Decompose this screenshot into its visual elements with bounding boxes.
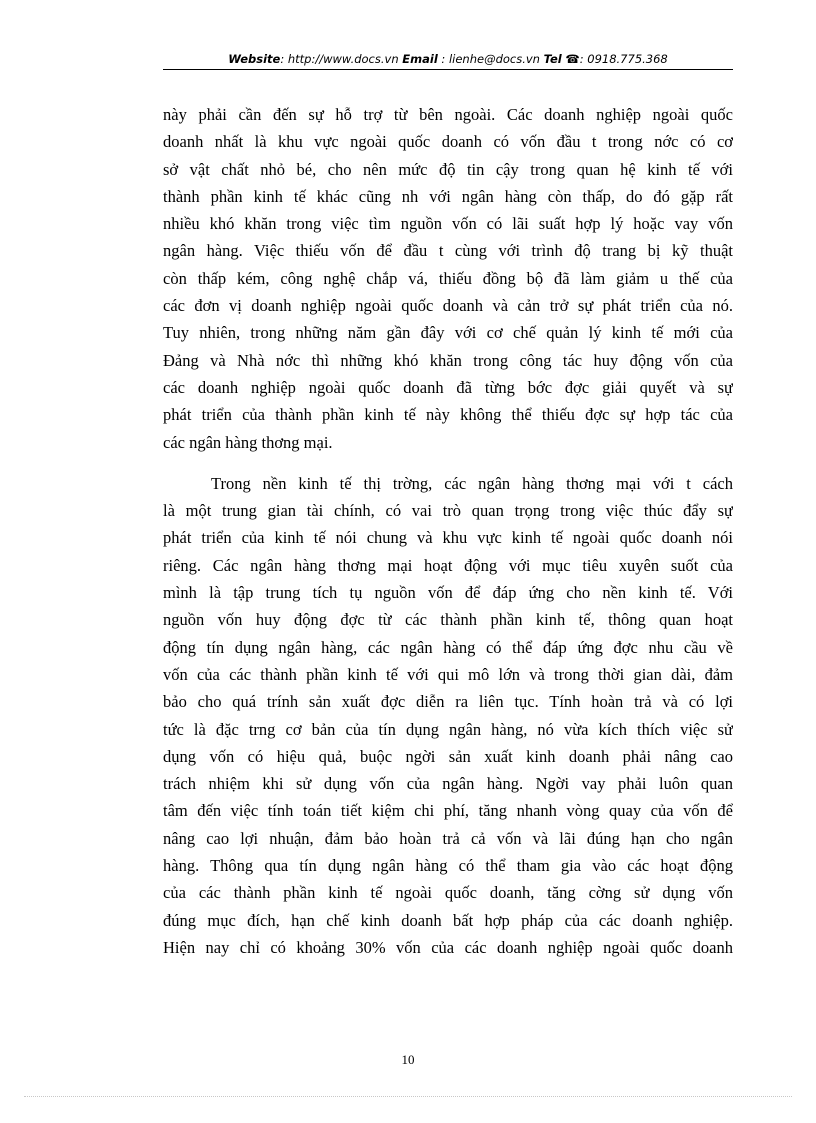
- paragraph: [163, 101, 733, 456]
- text-line: vốn của các thành phần kinh tế với qui mô lớn và trong thời gian dài, đảm: [163, 664, 733, 684]
- text-line: trách nhiệm khi sử dụng vốn của ngân hàng. Ngời vay phải luôn quan: [163, 774, 733, 794]
- text-line: Đảng và Nhà nớc thì những khó khăn trong công tác huy động vốn của: [163, 350, 733, 370]
- text-line: nhiều khó khăn trong việc tìm nguồn vốn có lãi suất hợp lý hoặc vay vốn: [163, 214, 733, 234]
- text-line: phát triển của thành phần kinh tế này không thể thiếu đợc sự hợp tác của: [163, 405, 733, 425]
- text-line: tâm đến việc tính toán tiết kiệm chi phí, tăng nhanh vòng quay của vốn để: [163, 801, 733, 821]
- website-label: Website: [228, 52, 281, 66]
- paragraph-gap: [163, 456, 733, 470]
- document-body: [163, 101, 733, 961]
- text-line: mình là tập trung tích tụ nguồn vốn để đáp ứng cho nền kinh tế. Với: [163, 583, 733, 603]
- text-line: các doanh nghiệp ngoài quốc doanh đã từng bớc đợc giải quyết và sự: [163, 377, 733, 397]
- text-line: dụng vốn có hiệu quả, buộc ngời sản xuất kinh doanh phải nâng cao: [163, 746, 733, 766]
- header-rule: [163, 69, 733, 70]
- text-line: ngân hàng. Việc thiếu vốn để đầu t cùng với trình độ trang bị kỹ thuật: [163, 241, 733, 261]
- text-line: Tuy nhiên, trong những năm gần đây với cơ chế quản lý kinh tế mới của: [163, 323, 733, 343]
- tel-value: : 0918.775.368: [579, 52, 668, 66]
- text-line: doanh nhất là khu vực ngoài quốc doanh có vốn đầu t trong nớc có cơ: [163, 132, 733, 152]
- text-line: đúng mục đích, hạn chế kinh doanh bất hợp pháp của các doanh nghiệp.: [163, 910, 733, 930]
- email-label: Email: [402, 52, 438, 66]
- text-line: là một trung gian tài chính, có vai trò quan trọng trong việc thúc đẩy sự: [163, 501, 733, 521]
- text-line: các ngân hàng thơng mại.: [163, 432, 333, 452]
- text-line: phát triển của kinh tế nói chung và khu vực kinh tế ngoài quốc doanh nói: [163, 528, 733, 548]
- email-value: : lienhe@docs.vn: [441, 52, 540, 66]
- website-value: : http://www.docs.vn: [280, 52, 399, 66]
- page-number: 10: [401, 1052, 415, 1067]
- text-line: các đơn vị doanh nghiệp ngoài quốc doanh và cản trở sự phát triển của nó.: [163, 296, 733, 316]
- text-line: Hiện nay chỉ có khoảng 30% vốn của các doanh nghiệp ngoài quốc doanh: [163, 937, 733, 957]
- paragraph: [163, 470, 733, 961]
- text-line: động tín dụng ngân hàng, các ngân hàng có thể đáp ứng đợc nhu cầu về: [163, 637, 733, 657]
- text-line: của các thành phần kinh tế ngoài quốc doanh, tăng cờng sử dụng vốn: [163, 883, 733, 903]
- text-line: nâng cao lợi nhuận, đảm bảo hoàn trả cả vốn và lãi đúng hạn cho ngân: [163, 828, 733, 848]
- page-bottom-border: [24, 1096, 792, 1097]
- text-line: thành phần kinh tế khác cũng nh với ngân hàng còn thấp, do đó gặp rất: [163, 186, 733, 206]
- text-line: sở vật chất nhỏ bé, cho nên mức độ tin cậy trong quan hệ kinh tế với: [163, 159, 733, 179]
- tel-label: Tel: [543, 52, 562, 66]
- text-line: còn thấp kém, công nghệ chắp vá, thiếu đồng bộ đã làm giảm u thế của: [163, 268, 733, 288]
- text-line: bảo cho quá trính sản xuất đợc diễn ra liên tục. Tính hoàn trả và có lợi: [163, 692, 733, 712]
- text-line: này phải cần đến sự hỗ trợ từ bên ngoài. Các doanh nghiệp ngoài quốc: [163, 105, 733, 124]
- text-line: tức là đặc trng cơ bản của tín dụng ngân hàng, nó vừa kích thích việc sử: [163, 719, 733, 739]
- text-line: hàng. Thông qua tín dụng ngân hàng có thể tham gia vào các hoạt động: [163, 856, 733, 876]
- text-line: riêng. Các ngân hàng thơng mại hoạt động với mục tiêu xuyên suốt của: [163, 555, 733, 575]
- page-header: [163, 52, 733, 66]
- text-line: Trong nền kinh tế thị trờng, các ngân hàng thơng mại với t cách: [211, 473, 733, 493]
- phone-icon: ☎: [565, 52, 580, 66]
- text-line: nguồn vốn huy động đợc từ các thành phần kinh tế, thông quan hoạt: [163, 610, 733, 630]
